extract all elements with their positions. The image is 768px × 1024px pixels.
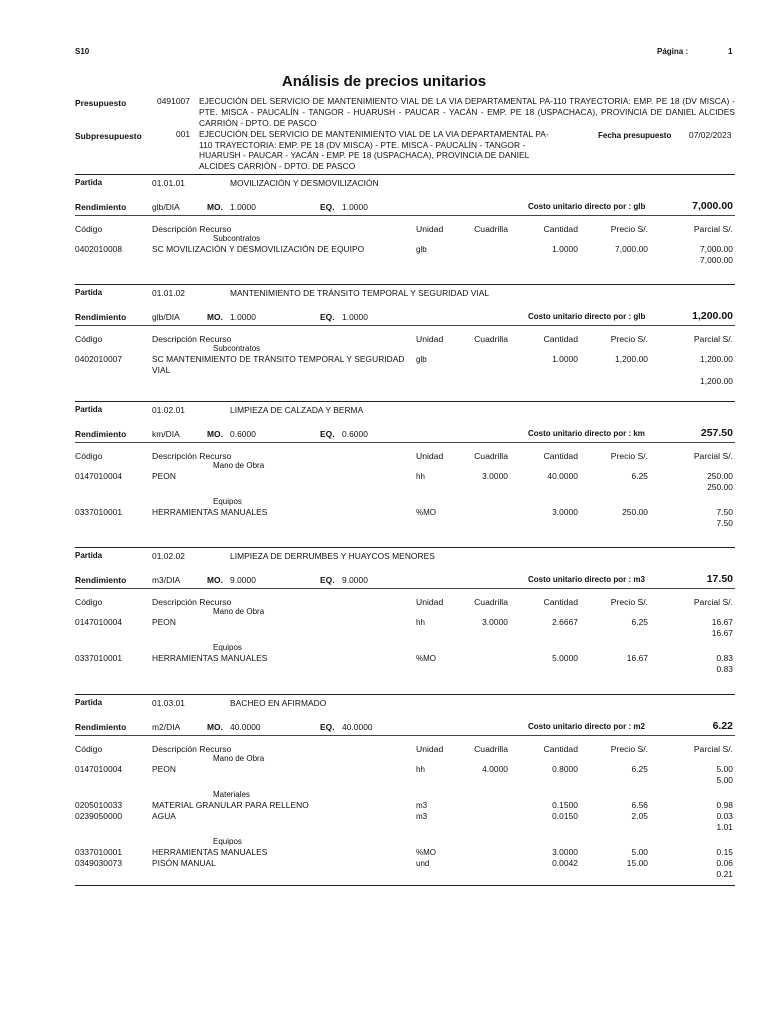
presupuesto-description: EJECUCIÓN DEL SERVICIO DE MANTENIMIENTO VIAL DE LA VIA DEPARTAMENTAL PA-110 TRAYECTORIA: EMP. PE 18 (DV MISCA) - PTE. MISCA - PAUCALÍN - TANGOR - HUARUSH - PAUCAR - YACÁN - EMP. PE 18 (USPACHACA), PROVINCIA DE DANIEL ALCIDES CARRIÓN - DPTO. DE PASCO — [199, 96, 735, 128]
col-precio: Precio S/. — [610, 224, 648, 234]
item-parcial: 1,200.00 — [699, 354, 733, 364]
eq-label: EQ. — [320, 722, 335, 732]
mo-label: MO. — [207, 202, 223, 212]
col-codigo: Código — [75, 334, 103, 344]
group-subtotal: 16.67 — [711, 628, 733, 638]
group-label: Equipos — [213, 643, 242, 652]
costo-value: 257.50 — [700, 427, 733, 439]
col-descripcion: Descripción Recurso — [152, 451, 232, 461]
item-precio: 6.56 — [631, 800, 648, 810]
item-descripcion: SC MANTENIMIENTO DE TRÁNSITO TEMPORAL Y SEGURIDAD VIAL — [152, 354, 405, 375]
rendimiento-label: Rendimiento — [75, 722, 127, 732]
item-descripcion: PEON — [152, 471, 176, 481]
item-codigo: 0239050000 — [75, 811, 123, 821]
item-precio: 1,200.00 — [614, 354, 648, 364]
item-unidad: hh — [416, 765, 425, 774]
eq-value: 0.6000 — [342, 429, 368, 439]
partida-label: Partida — [75, 288, 103, 297]
col-unidad: Unidad — [416, 224, 444, 234]
item-cuadrilla: 3.0000 — [482, 471, 508, 481]
item-descripcion: PEON — [152, 764, 176, 774]
report-code: S10 — [75, 47, 90, 56]
item-cantidad: 0.0042 — [552, 858, 578, 868]
col-unidad: Unidad — [416, 451, 444, 461]
item-precio: 6.25 — [631, 764, 648, 774]
mo-value: 9.0000 — [230, 575, 256, 585]
col-cuadrilla: Cuadrilla — [474, 334, 508, 344]
mo-value: 1.0000 — [230, 202, 256, 212]
costo-label: Costo unitario directo por : glb — [528, 312, 646, 321]
subpresupuesto-label: Subpresupuesto — [75, 131, 142, 141]
col-codigo: Código — [75, 224, 103, 234]
rendimiento-unit: m2/DIA — [152, 722, 181, 732]
divider-line — [75, 547, 735, 548]
mo-value: 40.0000 — [230, 722, 261, 732]
group-label: Mano de Obra — [213, 461, 265, 470]
costo-label: Costo unitario directo por : glb — [528, 202, 646, 211]
mo-value: 1.0000 — [230, 312, 256, 322]
partida-code: 01.02.02 — [152, 551, 186, 561]
item-precio: 15.00 — [626, 858, 648, 868]
item-precio: 5.00 — [631, 847, 648, 857]
page-number: 1 — [728, 47, 733, 56]
eq-label: EQ. — [320, 429, 335, 439]
costo-value: 1,200.00 — [692, 310, 733, 322]
partida-name: BACHEO EN AFIRMADO — [230, 698, 327, 708]
item-parcial: 250.00 — [707, 471, 733, 481]
col-unidad: Unidad — [416, 334, 444, 344]
item-precio: 6.25 — [631, 471, 648, 481]
col-codigo: Código — [75, 597, 103, 607]
rendimiento-unit: glb/DIA — [152, 202, 180, 212]
costo-label: Costo unitario directo por : m3 — [528, 575, 645, 584]
costo-value: 6.22 — [712, 720, 733, 732]
item-codigo: 0147010004 — [75, 617, 123, 627]
item-cantidad: 0.8000 — [552, 764, 578, 774]
rendimiento-label: Rendimiento — [75, 575, 127, 585]
costo-value: 17.50 — [706, 573, 733, 585]
item-codigo: 0349030073 — [75, 858, 123, 868]
group-label: Equipos — [213, 837, 242, 846]
item-unidad: glb — [416, 355, 427, 364]
eq-value: 1.0000 — [342, 202, 368, 212]
costo-label: Costo unitario directo por : m2 — [528, 722, 645, 731]
item-precio: 16.67 — [626, 653, 648, 663]
partida-label: Partida — [75, 405, 103, 414]
presupuesto-label: Presupuesto — [75, 98, 127, 108]
divider-line — [75, 325, 735, 326]
item-cantidad: 0.1500 — [552, 800, 578, 810]
partida-code: 01.03.01 — [152, 698, 186, 708]
col-parcial: Parcial S/. — [693, 224, 733, 234]
group-label: Subcontratos — [213, 344, 261, 353]
item-codigo: 0402010008 — [75, 244, 123, 254]
group-subtotal: 5.00 — [716, 775, 733, 785]
col-precio: Precio S/. — [610, 597, 648, 607]
col-cuadrilla: Cuadrilla — [474, 451, 508, 461]
partida-code: 01.01.02 — [152, 288, 186, 298]
item-unidad: m3 — [416, 812, 428, 821]
col-precio: Precio S/. — [610, 451, 648, 461]
partida-code: 01.01.01 — [152, 178, 186, 188]
group-subtotal: 7,000.00 — [699, 255, 733, 265]
mo-label: MO. — [207, 722, 223, 732]
item-precio: 6.25 — [631, 617, 648, 627]
group-subtotal: 250.00 — [707, 482, 733, 492]
fecha-value: 07/02/2023 — [689, 130, 732, 140]
item-precio: 250.00 — [622, 507, 648, 517]
item-descripcion: MATERIAL GRANULAR PARA RELLENO — [152, 800, 309, 810]
rendimiento-label: Rendimiento — [75, 202, 127, 212]
page-label: Página : — [657, 47, 689, 56]
item-parcial: 0.06 — [716, 858, 733, 868]
divider-line — [75, 694, 735, 695]
divider-line — [75, 735, 735, 736]
col-codigo: Código — [75, 744, 103, 754]
item-descripcion: AGUA — [152, 811, 176, 821]
col-parcial: Parcial S/. — [693, 597, 733, 607]
item-unidad: hh — [416, 618, 425, 627]
group-subtotal: 0.83 — [716, 664, 733, 674]
item-cantidad: 3.0000 — [552, 847, 578, 857]
item-cantidad: 1.0000 — [552, 354, 578, 364]
mo-label: MO. — [207, 429, 223, 439]
eq-value: 40.0000 — [342, 722, 373, 732]
item-codigo: 0402010007 — [75, 354, 123, 364]
item-unidad: m3 — [416, 801, 428, 810]
fecha-label: Fecha presupuesto — [598, 131, 672, 140]
item-cantidad: 1.0000 — [552, 244, 578, 254]
item-unidad: %MO — [416, 848, 436, 857]
mo-label: MO. — [207, 575, 223, 585]
partida-name: MANTENIMIENTO DE TRÁNSITO TEMPORAL Y SEGURIDAD VIAL — [230, 288, 490, 298]
partida-label: Partida — [75, 698, 103, 707]
item-cantidad: 0.0150 — [552, 811, 578, 821]
item-codigo: 0147010004 — [75, 471, 123, 481]
item-cantidad: 40.0000 — [547, 471, 578, 481]
subpresupuesto-description: EJECUCIÓN DEL SERVICIO DE MANTENIMIENTO VIAL DE LA VIA DEPARTAMENTAL PA-110 TRAYECTORIA: EMP. PE 18 (DV MISCA) - PTE. MISCA - PAUCALÍN - TANGOR - HUARUSH - PAUCAR - YACÁN - EMP. PE 18 (USPACHACA), PROVINCIA DE DANIEL ALCIDES CARRIÓN - DPTO. DE PASCO — [199, 129, 549, 171]
costo-value: 7,000.00 — [692, 200, 733, 212]
divider-line — [75, 442, 735, 443]
rendimiento-unit: glb/DIA — [152, 312, 180, 322]
rendimiento-unit: km/DIA — [152, 429, 180, 439]
divider-line — [75, 588, 735, 589]
partida-code: 01.02.01 — [152, 405, 186, 415]
divider-line — [75, 215, 735, 216]
partida-label: Partida — [75, 551, 103, 560]
col-cantidad: Cantidad — [543, 451, 578, 461]
group-label: Materiales — [213, 790, 250, 799]
item-unidad: glb — [416, 245, 427, 254]
item-descripcion: PEON — [152, 617, 176, 627]
col-cantidad: Cantidad — [543, 597, 578, 607]
item-parcial: 7,000.00 — [699, 244, 733, 254]
item-unidad: %MO — [416, 508, 436, 517]
col-cuadrilla: Cuadrilla — [474, 744, 508, 754]
col-cantidad: Cantidad — [543, 334, 578, 344]
col-descripcion: Descripción Recurso — [152, 597, 232, 607]
mo-label: MO. — [207, 312, 223, 322]
eq-label: EQ. — [320, 202, 335, 212]
partida-label: Partida — [75, 178, 103, 187]
item-codigo: 0147010004 — [75, 764, 123, 774]
col-cuadrilla: Cuadrilla — [474, 224, 508, 234]
item-cuadrilla: 3.0000 — [482, 617, 508, 627]
item-codigo: 0337010001 — [75, 653, 123, 663]
rendimiento-label: Rendimiento — [75, 312, 127, 322]
group-label: Mano de Obra — [213, 754, 265, 763]
item-cantidad: 2.6667 — [552, 617, 578, 627]
presupuesto-code: 0491007 — [157, 96, 190, 106]
divider-line — [75, 885, 735, 886]
item-parcial: 16.67 — [711, 617, 733, 627]
group-subtotal: 0.21 — [716, 869, 733, 879]
partida-name: MOVILIZACIÓN Y DESMOVILIZACIÓN — [230, 178, 379, 188]
group-subtotal: 1.01 — [716, 822, 733, 832]
item-codigo: 0337010001 — [75, 507, 123, 517]
col-parcial: Parcial S/. — [693, 334, 733, 344]
col-descripcion: Descripción Recurso — [152, 224, 232, 234]
group-subtotal: 7.50 — [716, 518, 733, 528]
item-precio: 2.05 — [631, 811, 648, 821]
col-precio: Precio S/. — [610, 334, 648, 344]
col-descripcion: Descripción Recurso — [152, 334, 232, 344]
partida-name: LIMPIEZA DE DERRUMBES Y HUAYCOS MENORES — [230, 551, 435, 561]
eq-label: EQ. — [320, 312, 335, 322]
group-label: Subcontratos — [213, 234, 261, 243]
item-cuadrilla: 4.0000 — [482, 764, 508, 774]
mo-value: 0.6000 — [230, 429, 256, 439]
item-parcial: 0.15 — [716, 847, 733, 857]
item-cantidad: 3.0000 — [552, 507, 578, 517]
item-descripcion: HERRAMIENTAS MANUALES — [152, 507, 268, 517]
eq-value: 1.0000 — [342, 312, 368, 322]
item-parcial: 7.50 — [716, 507, 733, 517]
group-label: Equipos — [213, 497, 242, 506]
col-unidad: Unidad — [416, 744, 444, 754]
item-codigo: 0337010001 — [75, 847, 123, 857]
col-descripcion: Descripción Recurso — [152, 744, 232, 754]
page-title: Análisis de precios unitarios — [281, 73, 487, 90]
divider-line — [75, 284, 735, 285]
item-unidad: und — [416, 859, 430, 868]
col-parcial: Parcial S/. — [693, 744, 733, 754]
col-cantidad: Cantidad — [543, 224, 578, 234]
item-parcial: 0.98 — [716, 800, 733, 810]
divider-line — [75, 174, 735, 175]
divider-line — [75, 401, 735, 402]
eq-value: 9.0000 — [342, 575, 368, 585]
col-unidad: Unidad — [416, 597, 444, 607]
partida-name: LIMPIEZA DE CALZADA Y BERMA — [230, 405, 364, 415]
group-label: Mano de Obra — [213, 607, 265, 616]
item-descripcion: PISÓN MANUAL — [152, 858, 216, 868]
item-codigo: 0205010033 — [75, 800, 123, 810]
item-parcial: 5.00 — [716, 764, 733, 774]
col-cantidad: Cantidad — [543, 744, 578, 754]
col-cuadrilla: Cuadrilla — [474, 597, 508, 607]
item-descripcion: SC MOVILIZACIÓN Y DESMOVILIZACIÓN DE EQUIPO — [152, 244, 365, 254]
item-cantidad: 5.0000 — [552, 653, 578, 663]
item-descripcion: HERRAMIENTAS MANUALES — [152, 653, 268, 663]
item-parcial: 0.03 — [716, 811, 733, 821]
costo-label: Costo unitario directo por : km — [528, 429, 645, 438]
item-unidad: hh — [416, 472, 425, 481]
rendimiento-label: Rendimiento — [75, 429, 127, 439]
item-unidad: %MO — [416, 654, 436, 663]
item-parcial: 0.83 — [716, 653, 733, 663]
col-precio: Precio S/. — [610, 744, 648, 754]
eq-label: EQ. — [320, 575, 335, 585]
col-codigo: Código — [75, 451, 103, 461]
group-subtotal: 1,200.00 — [699, 376, 733, 386]
col-parcial: Parcial S/. — [693, 451, 733, 461]
item-precio: 7,000.00 — [614, 244, 648, 254]
rendimiento-unit: m3/DIA — [152, 575, 181, 585]
subpresupuesto-code: 001 — [176, 129, 191, 139]
item-descripcion: HERRAMIENTAS MANUALES — [152, 847, 268, 857]
